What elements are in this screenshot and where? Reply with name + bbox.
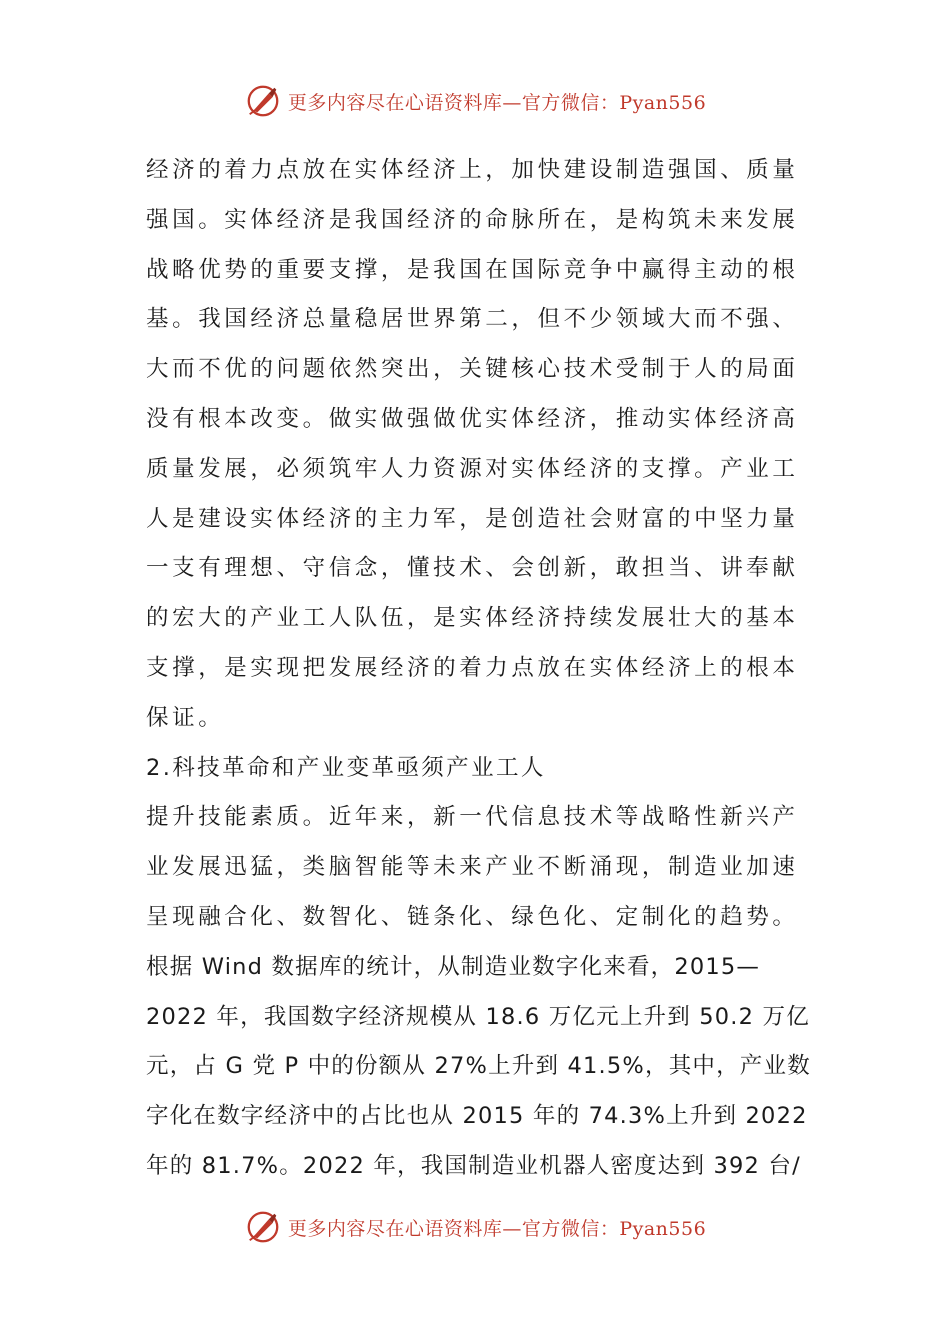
text-line: 一支有理想、守信念，懂技术、会创新，敢担当、讲奉献 (146, 555, 799, 582)
text-line: 大而不优的问题依然突出，关键核心技术受制于人的局面 (146, 356, 799, 383)
banner-text: 更多内容尽在心语资料库—官方微信：Pyan556 (287, 1217, 707, 1240)
text-line: 保证。 (146, 704, 225, 731)
text-line: 质量发展，必须筑牢人力资源对实体经济的支撑。产业工 (146, 455, 799, 482)
text-line: 提升技能素质。近年来，新一代信息技术等战略性新兴产 (146, 804, 799, 831)
text-line: 支撑，是实现把发展经济的着力点放在实体经济上的根本 (146, 654, 799, 681)
text-line: 没有根本改变。做实做强做优实体经济，推动实体经济高 (146, 405, 799, 432)
text-line: 根据 Wind 数据库的统计，从制造业数字化来看，2015— (146, 953, 761, 980)
pen-nib-seal-icon (244, 82, 282, 120)
section-heading: 2.科技革命和产业变革亟须产业工人 (146, 754, 546, 781)
text-line: 基。我国经济总量稳居世界第二，但不少领域大而不强、 (146, 306, 799, 333)
pen-nib-seal-icon (244, 1208, 282, 1246)
banner-text: 更多内容尽在心语资料库—官方微信：Pyan556 (287, 91, 707, 114)
text-line: 2022 年，我国数字经济规模从 18.6 万亿元上升到 50.2 万亿 (146, 1003, 810, 1030)
text-line: 字化在数字经济中的占比也从 2015 年的 74.3%上升到 2022 (146, 1103, 808, 1130)
text-line: 强国。实体经济是我国经济的命脉所在，是构筑未来发展 (146, 206, 799, 233)
document-body (146, 146, 811, 1192)
text-line: 战略优势的重要支撑，是我国在国际竞争中赢得主动的根 (146, 256, 799, 283)
text-line: 元，占 G 党 P 中的份额从 27%上升到 41.5%，其中，产业数 (146, 1053, 811, 1080)
header-banner (0, 82, 950, 120)
text-line: 呈现融合化、数智化、链条化、绿色化、定制化的趋势。 (146, 903, 799, 930)
text-line: 年的 81.7%。2022 年，我国制造业机器人密度达到 392 台/ (146, 1152, 801, 1179)
text-line: 业发展迅猛，类脑智能等未来产业不断涌现，制造业加速 (146, 854, 799, 881)
text-line: 人是建设实体经济的主力军，是创造社会财富的中坚力量 (146, 505, 799, 532)
text-line: 的宏大的产业工人队伍，是实体经济持续发展壮大的基本 (146, 605, 799, 632)
text-line: 经济的着力点放在实体经济上，加快建设制造强国、质量 (146, 157, 799, 183)
footer-banner (0, 1208, 950, 1246)
